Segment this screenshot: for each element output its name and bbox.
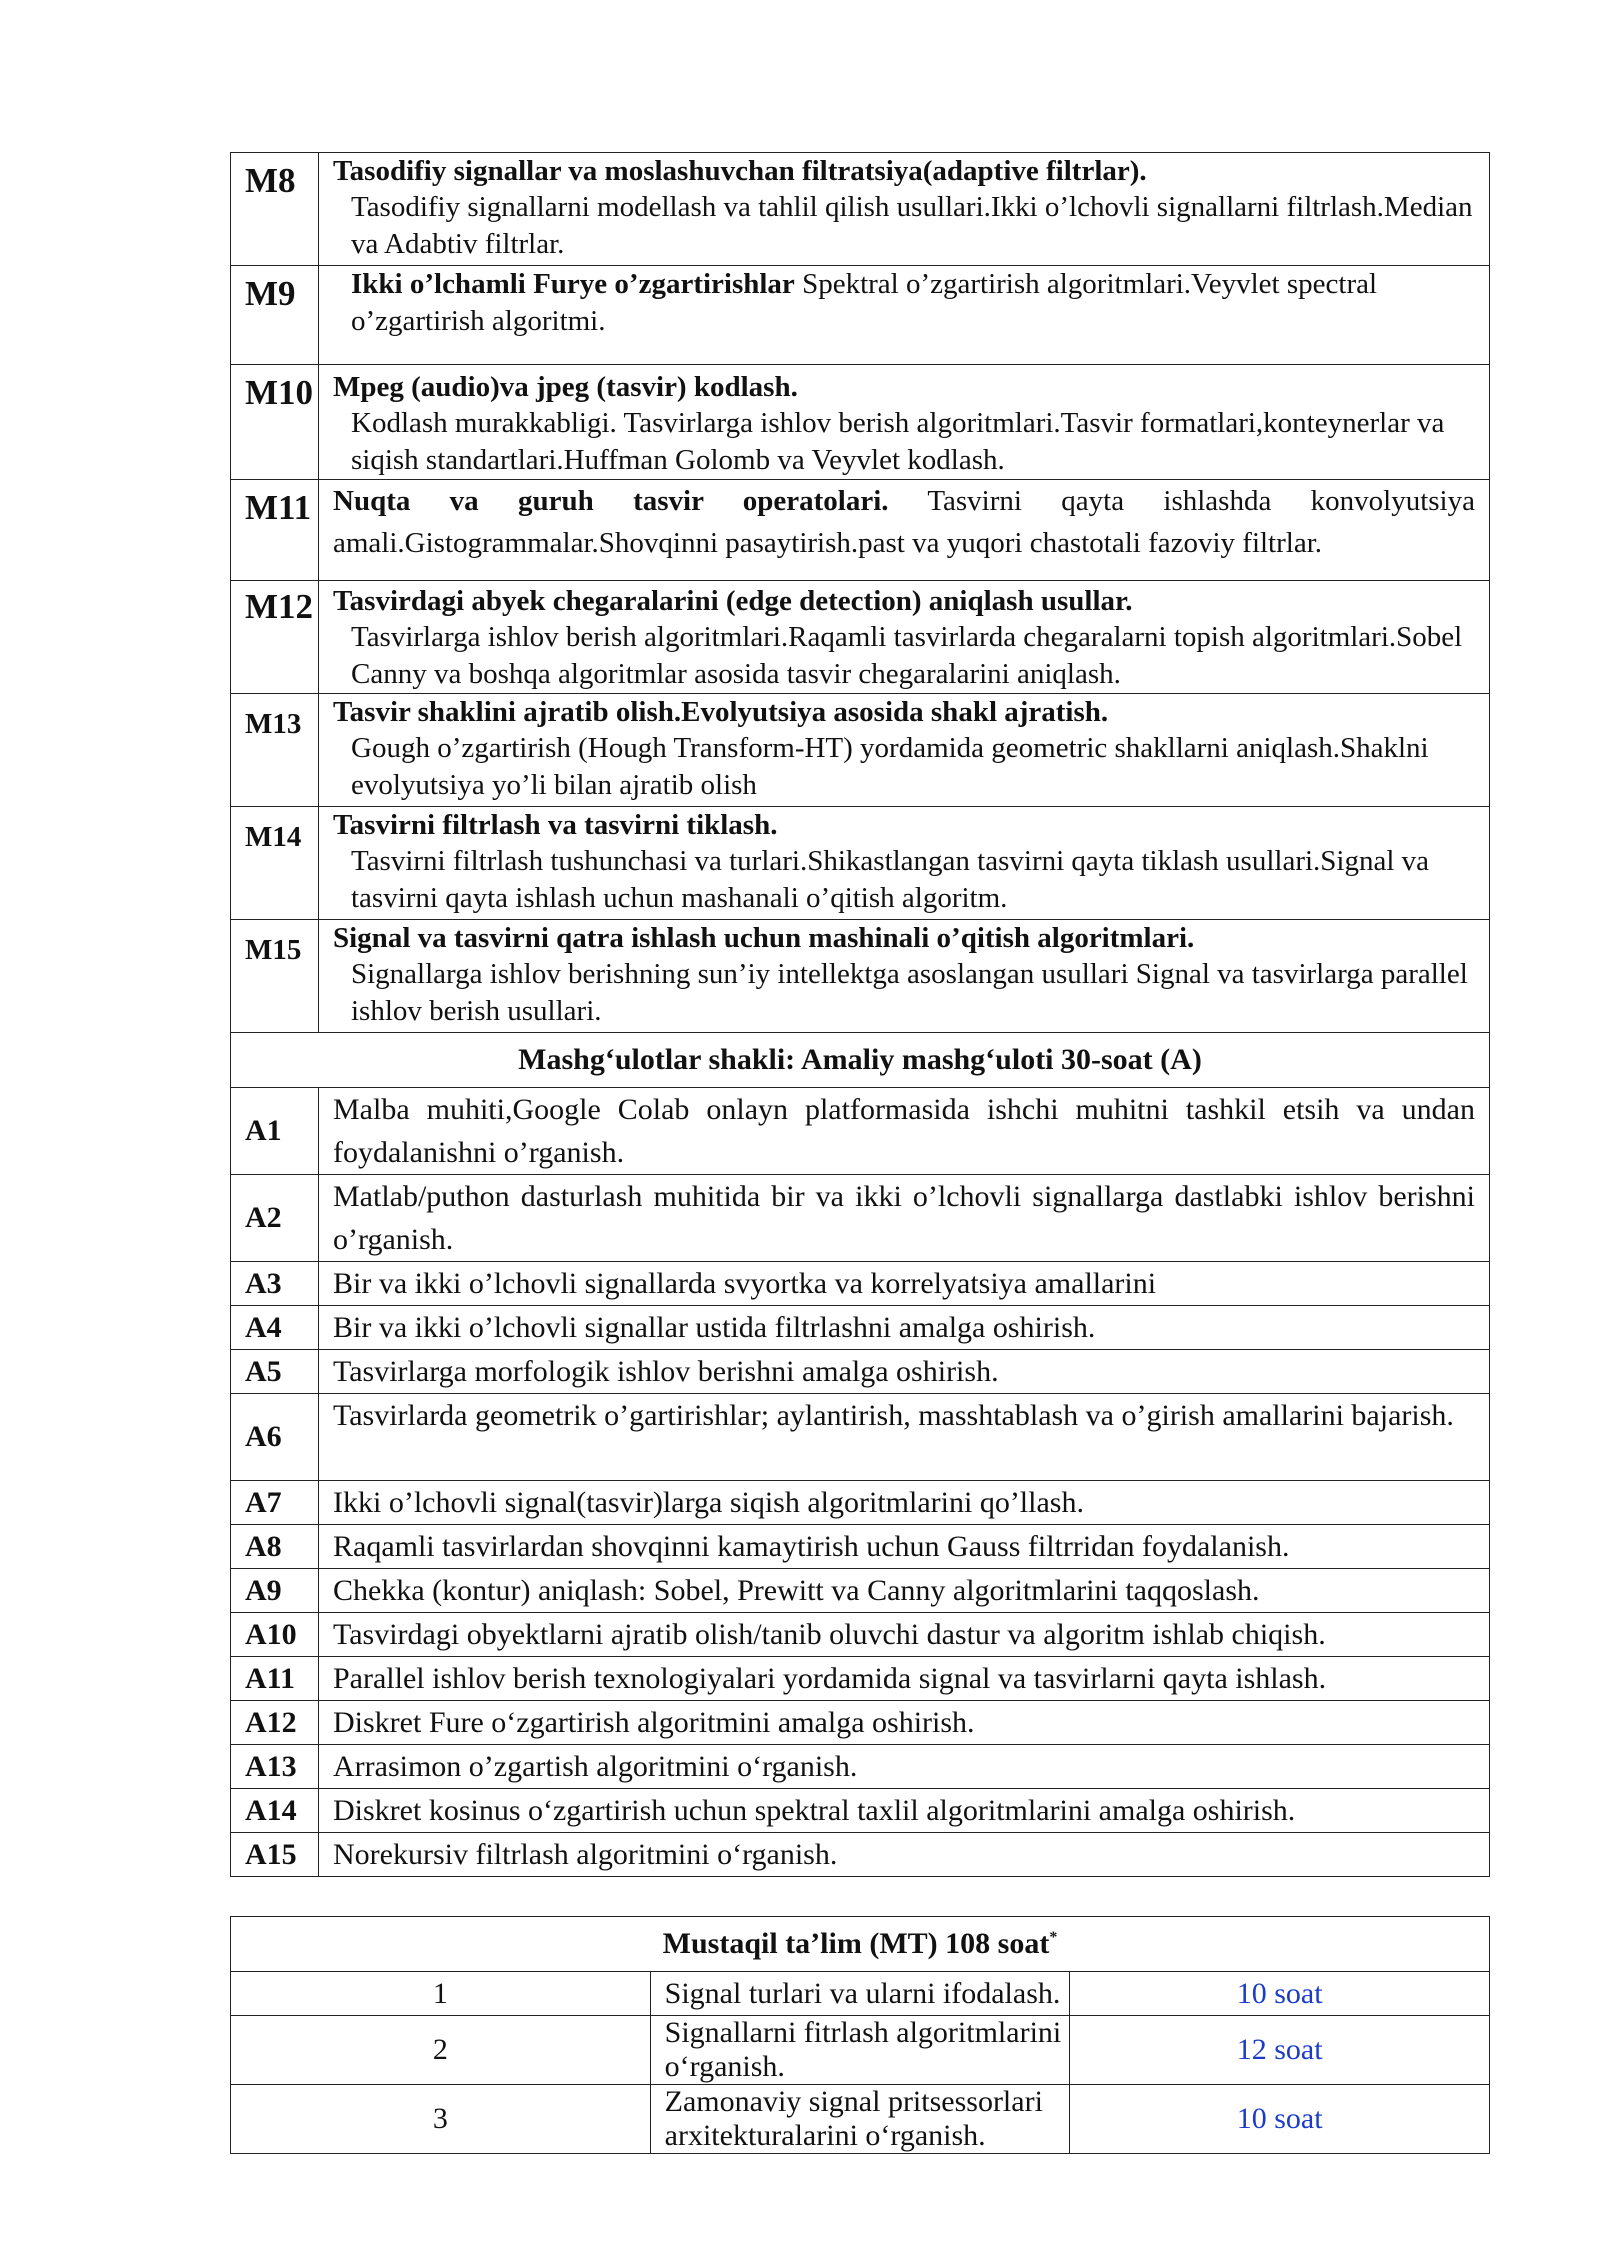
module-row: [231, 480, 1490, 581]
practice-section-header: Mashg‘ulotlar shakli: Amaliy mashg‘uloti 30-soat (A): [231, 1033, 1490, 1088]
module-title: Tasvir shaklini ajratib olish.Evolyutsiya asosida shakl ajratish.: [333, 696, 1109, 728]
practice-code: A3: [231, 1262, 319, 1306]
practice-row: [231, 1569, 1490, 1613]
module-title: Mpeg (audio)va jpeg (tasvir) kodlash.: [333, 371, 798, 403]
module-code: M11: [245, 488, 312, 527]
study-topic: Signal turlari va ularni ifodalash.: [650, 1972, 1070, 2016]
independent-study-table: [230, 1916, 1490, 2154]
practice-code: A11: [231, 1657, 319, 1701]
module-title: Tasodifiy signallar va moslashuvchan filtratsiya(adaptive filtrlar).: [333, 155, 1147, 187]
module-title: Signal va tasvirni qatra ishlash uchun mashinali o’qitish algoritmlari.: [333, 922, 1195, 954]
module-code-cell: [231, 480, 319, 581]
module-desc-cell: [319, 153, 1490, 266]
module-code-cell: [231, 266, 319, 365]
independent-study-row: [231, 2085, 1490, 2154]
module-desc-cell: [319, 581, 1490, 694]
module-text: [333, 266, 1475, 340]
practice-row: [231, 1613, 1490, 1657]
module-code: M12: [245, 587, 314, 626]
module-body: Tasvirni qayta ishlashda konvolyutsiya amali.Gistogrammalar.Shovqinni pasaytirish.past va yuqori chastotali fazoviy filtrlar.: [333, 485, 1475, 559]
practice-text: Diskret Fure o‘zgartirish algoritmini amalga oshirish.: [319, 1701, 1490, 1745]
practice-text: Parallel ishlov berish texnologiyalari yordamida signal va tasvirlarni qayta ishlash.: [319, 1657, 1490, 1701]
practice-row: [231, 1481, 1490, 1525]
module-code-cell: [231, 694, 319, 807]
row-number: 2: [231, 2016, 651, 2085]
study-topic: Signallarni fitrlash algoritmlarini o‘rganish.: [650, 2016, 1070, 2085]
practice-code: A14: [231, 1789, 319, 1833]
module-code: M8: [245, 161, 296, 200]
module-desc-cell: [319, 920, 1490, 1033]
practice-row: [231, 1394, 1490, 1481]
practice-text: Raqamli tasvirlardan shovqinni kamaytirish uchun Gauss filtrridan foydalanish.: [319, 1525, 1490, 1569]
practice-code: A6: [231, 1394, 319, 1481]
practice-row: [231, 1701, 1490, 1745]
practice-text: Tasvirlarga morfologik ishlov berishni amalga oshirish.: [319, 1350, 1490, 1394]
module-text: [333, 480, 1475, 564]
module-code: M15: [245, 934, 302, 966]
practice-text: Chekka (kontur) aniqlash: Sobel, Prewitt va Canny algoritmlarini taqqoslash.: [319, 1569, 1490, 1613]
row-number: 3: [231, 2085, 651, 2154]
practice-row: [231, 1657, 1490, 1701]
practice-row: [231, 1175, 1490, 1262]
module-code-cell: [231, 365, 319, 480]
module-row: [231, 807, 1490, 920]
independent-study-row: [231, 2016, 1490, 2085]
module-body: Tasvirni filtrlash tushunchasi va turlari.Shikastlangan tasvirni qayta tiklash usullari.Signal va tasvirni qayta ishlash uchun mashanali o’qitish algoritm.: [351, 845, 1430, 914]
module-body: Tasodifiy signallarni modellash va tahlil qilish usullari.Ikki o’lchovli signallarni filtrlash.Median va Adabtiv filtrlar.: [351, 191, 1473, 260]
footnote-mark: *: [1049, 1929, 1058, 1946]
practice-row: [231, 1350, 1490, 1394]
module-body: Gough o’zgartirish (Hough Transform-HT) yordamida geometric shakllarni aniqlash.Shaklni evolyutsiya yo’li bilan ajratib olish: [351, 732, 1429, 801]
practice-code: A12: [231, 1701, 319, 1745]
independent-study-title: Mustaqil ta’lim (MT) 108 soat: [662, 1927, 1050, 1960]
module-body: Tasvirlarga ishlov berish algoritmlari.Raqamli tasvirlarda chegaralarni topish algoritmlari.Sobel Canny va boshqa algoritmlar asosida tasvir chegaralarini aniqlash.: [351, 621, 1463, 690]
practice-code: A2: [231, 1175, 319, 1262]
module-row: [231, 365, 1490, 480]
row-number: 1: [231, 1972, 651, 2016]
practice-row: [231, 1262, 1490, 1306]
practice-text: Bir va ikki o’lchovli signallarda svyortka va korrelyatsiya amallarini: [319, 1262, 1490, 1306]
module-code-cell: [231, 581, 319, 694]
module-row: [231, 694, 1490, 807]
practice-code: A15: [231, 1833, 319, 1877]
practice-text: Matlab/puthon dasturlash muhitida bir va ikki o’lchovli signallarga dastlabki ishlov berishni o’rganish.: [319, 1175, 1490, 1262]
module-body: Kodlash murakkabligi. Tasvirlarga ishlov berish algoritmlari.Tasvir formatlari,konteynerlar va siqish standartlari.Huffman Golomb va Veyvlet kodlash.: [351, 407, 1445, 476]
practice-code: A13: [231, 1745, 319, 1789]
practice-text: Diskret kosinus o‘zgartirish uchun spektral taxlil algoritmlarini amalga oshirish.: [319, 1789, 1490, 1833]
module-row: [231, 581, 1490, 694]
practice-text: Tasvirlarda geometrik o’gartirishlar; aylantirish, masshtablash va o’girish amallarini bajarish.: [319, 1394, 1490, 1481]
course-content-table: [230, 152, 1490, 1877]
practice-code: A9: [231, 1569, 319, 1613]
practice-row: [231, 1789, 1490, 1833]
module-row: [231, 153, 1490, 266]
module-title: Tasvirni filtrlash va tasvirni tiklash.: [333, 809, 778, 841]
module-title: Ikki o’lchamli Furye o’zgartirishlar: [351, 268, 795, 300]
module-code-cell: [231, 807, 319, 920]
module-title: Tasvirdagi abyek chegaralarini (edge detection) aniqlash usullar.: [333, 585, 1133, 617]
module-body: Spektral o’zgartirish algoritmlari.Veyvlet spectral o’zgartirish algoritmi.: [351, 268, 1378, 337]
study-hours: 10 soat: [1070, 2085, 1490, 2154]
independent-study-header: [231, 1917, 1490, 1972]
practice-section-header-row: [231, 1033, 1490, 1088]
study-topic: Zamonaviy signal pritsessorlari arxitekturalarini o‘rganish.: [650, 2085, 1070, 2154]
practice-row: [231, 1088, 1490, 1175]
independent-study-row: [231, 1972, 1490, 2016]
module-code: M14: [245, 821, 302, 853]
module-desc-cell: [319, 365, 1490, 480]
practice-code: A5: [231, 1350, 319, 1394]
practice-text: Ikki o’lchovli signal(tasvir)larga siqish algoritmlarini qo’llash.: [319, 1481, 1490, 1525]
independent-study-header-row: [231, 1917, 1490, 1972]
practice-code: A8: [231, 1525, 319, 1569]
study-hours: 10 soat: [1070, 1972, 1490, 2016]
module-desc-cell: [319, 266, 1490, 365]
practice-row: [231, 1525, 1490, 1569]
practice-text: Bir va ikki o’lchovli signallar ustida filtrlashni amalga oshirish.: [319, 1306, 1490, 1350]
practice-text: Norekursiv filtrlash algoritmini o‘rganish.: [319, 1833, 1490, 1877]
practice-text: Malba muhiti,Google Colab onlayn platformasida ishchi muhitni tashkil etsih va undan foydalanishni o’rganish.: [319, 1088, 1490, 1175]
practice-row: [231, 1833, 1490, 1877]
module-code-cell: [231, 153, 319, 266]
module-body: Signallarga ishlov berishning sun’iy intellektga asoslangan usullari Signal va tasvirlarga parallel ishlov berish usullari.: [351, 958, 1468, 1027]
module-code: M9: [245, 274, 296, 313]
module-desc-cell: [319, 694, 1490, 807]
module-row: [231, 266, 1490, 365]
practice-code: A7: [231, 1481, 319, 1525]
module-title: Nuqta va guruh tasvir operatolari.: [333, 485, 889, 517]
practice-code: A4: [231, 1306, 319, 1350]
module-code: M10: [245, 373, 314, 412]
practice-row: [231, 1306, 1490, 1350]
practice-text: Arrasimon o’zgartish algoritmini o‘rganish.: [319, 1745, 1490, 1789]
practice-code: A1: [231, 1088, 319, 1175]
study-hours: 12 soat: [1070, 2016, 1490, 2085]
module-desc-cell: [319, 807, 1490, 920]
practice-code: A10: [231, 1613, 319, 1657]
module-row: [231, 920, 1490, 1033]
module-code: M13: [245, 708, 302, 740]
module-desc-cell: [319, 480, 1490, 581]
practice-row: [231, 1745, 1490, 1789]
practice-text: Tasvirdagi obyektlarni ajratib olish/tanib oluvchi dastur va algoritm ishlab chiqish.: [319, 1613, 1490, 1657]
module-code-cell: [231, 920, 319, 1033]
